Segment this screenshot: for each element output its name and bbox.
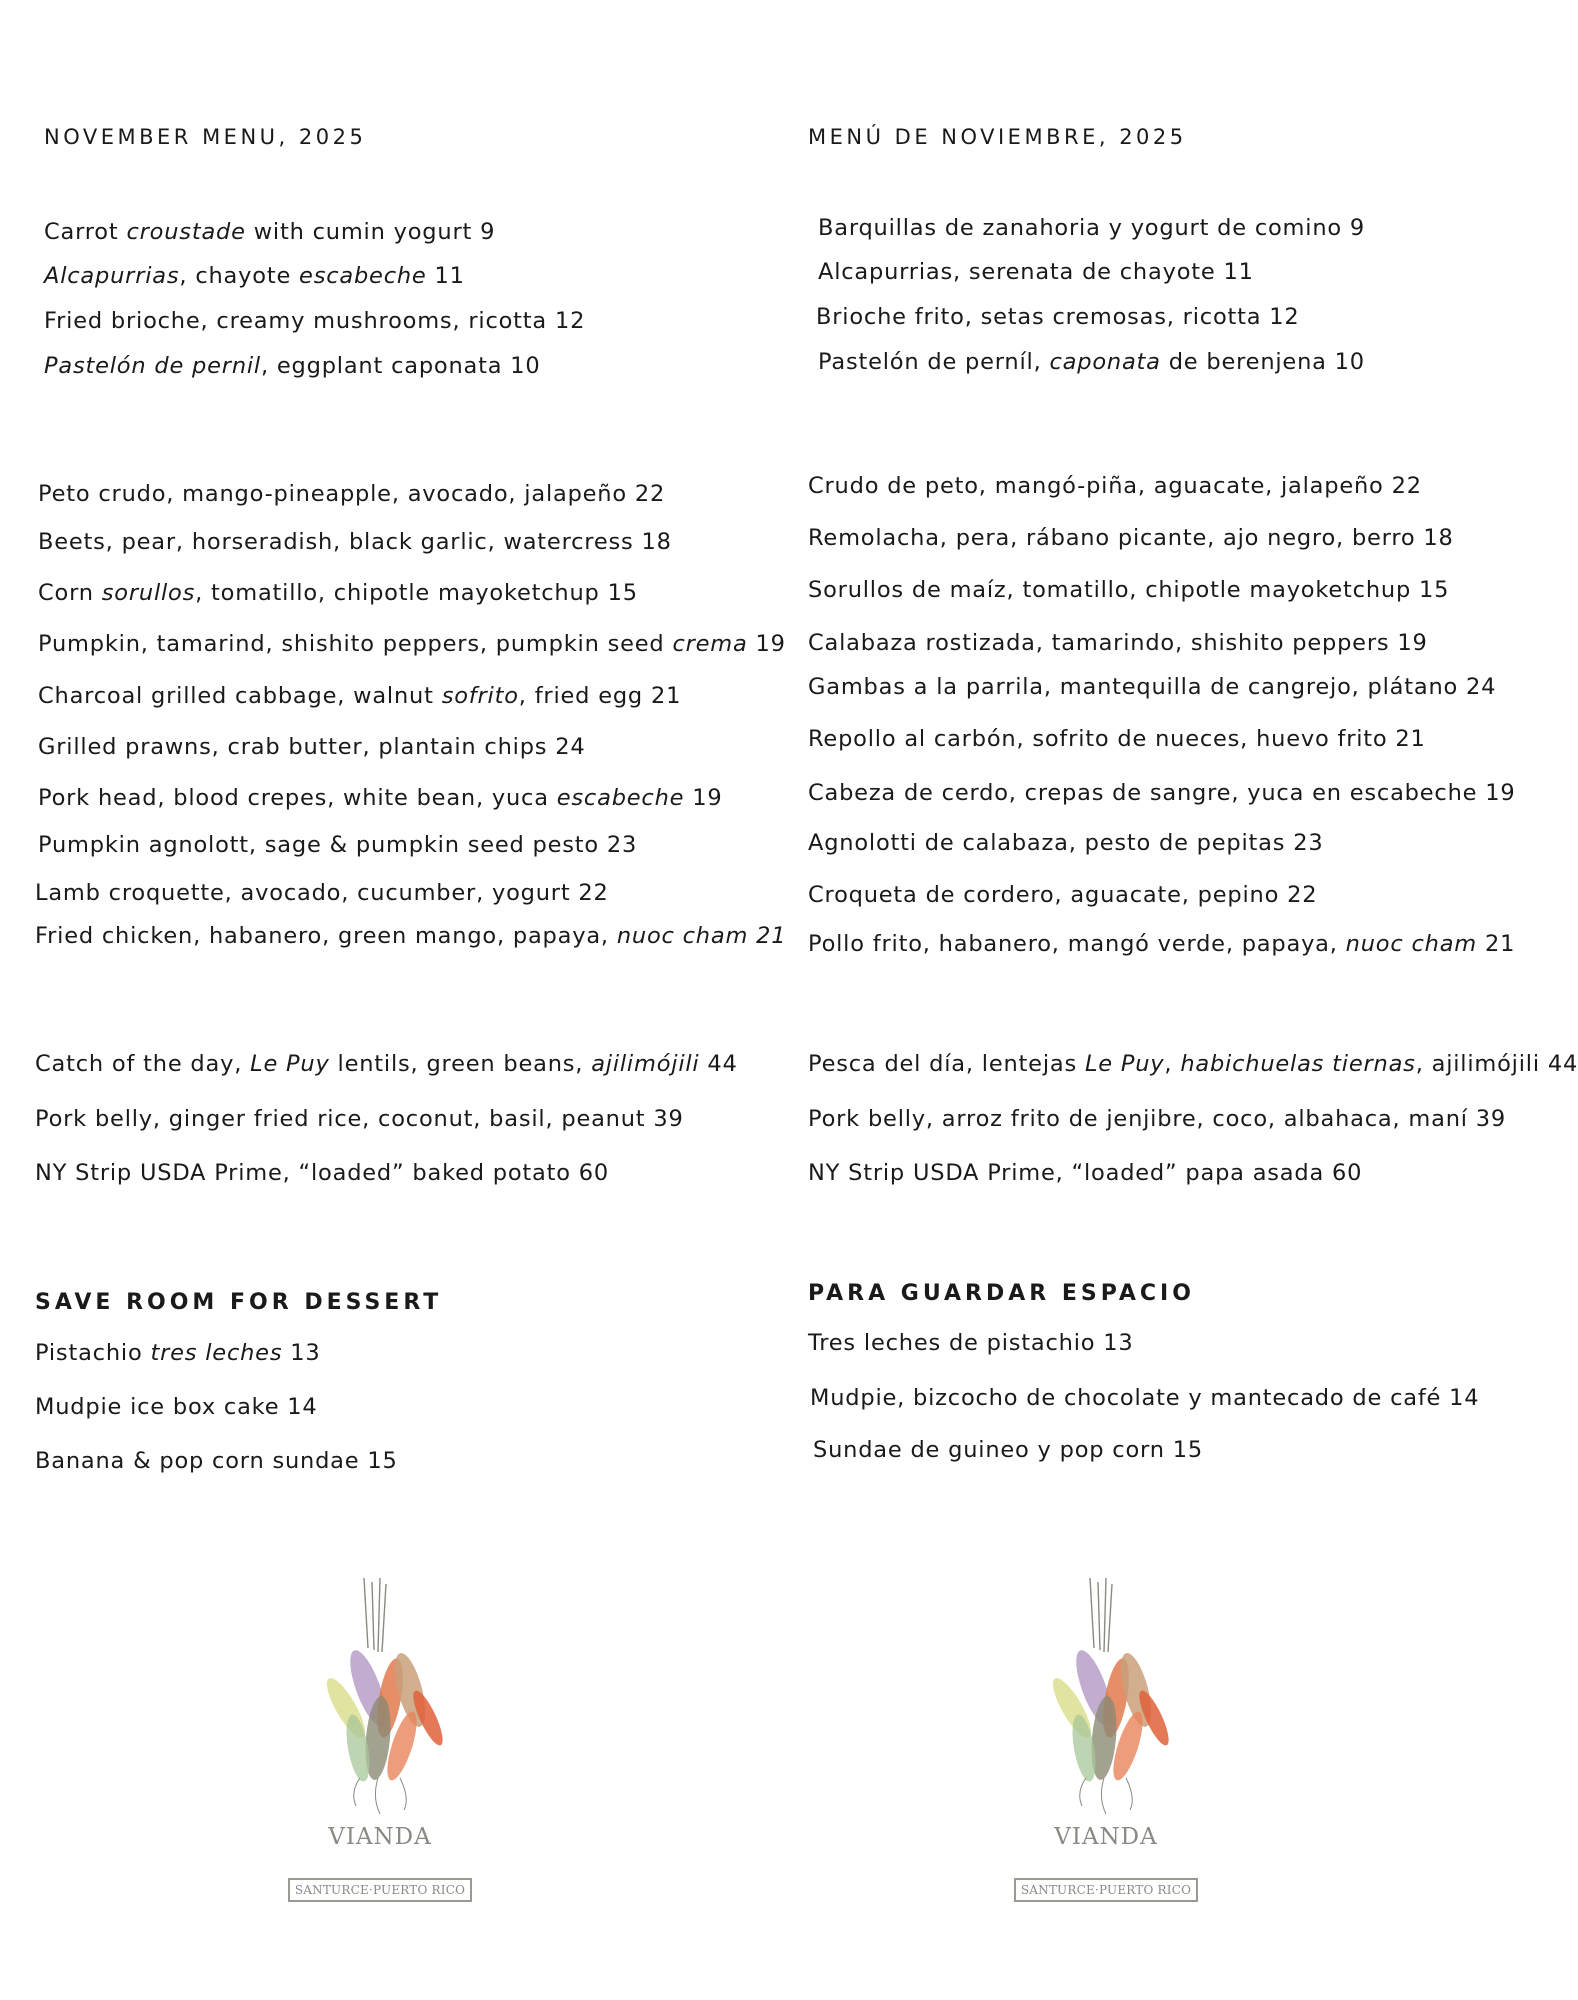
menu-item: Alcapurrias, serenata de chayote 11 [818, 259, 1254, 285]
menu-item: NY Strip USDA Prime, “loaded” papa asada 60 [808, 1160, 1363, 1186]
menu-item: Agnolotti de calabaza, pesto de pepitas 23 [808, 830, 1324, 856]
location-badge: SANTURCE·PUERTO RICO [288, 1878, 472, 1902]
menu-item: Calabaza rostizada, tamarindo, shishito peppers 19 [808, 630, 1428, 656]
menu-item: Mudpie, bizcocho de chocolate y mantecado de café 14 [810, 1385, 1480, 1411]
menu-item: Pork belly, arroz frito de jenjibre, coco, albahaca, maní 39 [808, 1106, 1507, 1132]
menu-item: Croqueta de cordero, aguacate, pepino 22 [808, 882, 1318, 908]
menu-item: Pastelón de perníl, caponata de berenjena 10 [818, 349, 1365, 375]
menu-item: Beets, pear, horseradish, black garlic, watercress 18 [38, 529, 672, 555]
menu-item: Fried chicken, habanero, green mango, papaya, nuoc cham 21 [35, 923, 787, 949]
menu-item: Corn sorullos, tomatillo, chipotle mayoketchup 15 [38, 580, 638, 606]
vianda-logo [986, 1578, 1226, 1902]
menu-item: Grilled prawns, crab butter, plantain chips 24 [38, 734, 586, 760]
vianda-logo [260, 1578, 500, 1902]
menu-item: Pork belly, ginger fried rice, coconut, basil, peanut 39 [35, 1106, 684, 1132]
menu-item: Alcapurrias, chayote escabeche 11 [44, 263, 465, 289]
menu-item: Pistachio tres leches 13 [35, 1340, 321, 1366]
menu-item: Sorullos de maíz, tomatillo, chipotle mayoketchup 15 [808, 577, 1450, 603]
menu-item: Pastelón de pernil, eggplant caponata 10 [44, 353, 541, 379]
menu-item: Charcoal grilled cabbage, walnut sofrito, fried egg 21 [38, 683, 682, 709]
menu-item: Pesca del día, lentejas Le Puy, habichuelas tiernas, ajilimójili 44 [808, 1051, 1578, 1077]
menu-item: Pork head, blood crepes, white bean, yuca escabeche 19 [38, 785, 723, 811]
brand-name: VIANDA [1054, 1824, 1158, 1850]
spanish-menu-heading: MENÚ DE NOVIEMBRE, 2025 [808, 125, 1187, 149]
brand-name: VIANDA [328, 1824, 432, 1850]
menu-item: Tres leches de pistachio 13 [808, 1330, 1134, 1356]
english-menu-heading: NOVEMBER MENU, 2025 [44, 125, 367, 149]
menu-item: Gambas a la parrila, mantequilla de cangrejo, plátano 24 [808, 674, 1497, 700]
menu-item: NY Strip USDA Prime, “loaded” baked potato 60 [35, 1160, 610, 1186]
menu-item: Pumpkin, tamarind, shishito peppers, pumpkin seed crema 19 [38, 631, 786, 657]
menu-item: Catch of the day, Le Puy lentils, green beans, ajilimójili 44 [35, 1051, 738, 1077]
root-vegetable-icon [986, 1578, 1226, 1818]
spanish-dessert-heading: PARA GUARDAR ESPACIO [808, 1281, 1195, 1306]
menu-item: Barquillas de zanahoria y yogurt de comino 9 [818, 215, 1366, 241]
menu-item: Pollo frito, habanero, mangó verde, papaya, nuoc cham 21 [808, 931, 1516, 957]
menu-item: Banana & pop corn sundae 15 [35, 1448, 398, 1474]
menu-item: Sundae de guineo y pop corn 15 [813, 1437, 1203, 1463]
menu-item: Cabeza de cerdo, crepas de sangre, yuca en escabeche 19 [808, 780, 1516, 806]
root-vegetable-icon [260, 1578, 500, 1818]
english-dessert-heading: SAVE ROOM FOR DESSERT [35, 1290, 443, 1315]
location-badge: SANTURCE·PUERTO RICO [1014, 1878, 1198, 1902]
menu-item: Remolacha, pera, rábano picante, ajo negro, berro 18 [808, 525, 1454, 551]
menu-item: Mudpie ice box cake 14 [35, 1394, 318, 1420]
menu-item: Repollo al carbón, sofrito de nueces, huevo frito 21 [808, 726, 1426, 752]
menu-item: Carrot croustade with cumin yogurt 9 [44, 219, 496, 245]
menu-item: Peto crudo, mango-pineapple, avocado, jalapeño 22 [38, 481, 666, 507]
menu-item: Fried brioche, creamy mushrooms, ricotta 12 [44, 308, 586, 334]
menu-item: Pumpkin agnolott, sage & pumpkin seed pesto 23 [38, 832, 638, 858]
menu-item: Brioche frito, setas cremosas, ricotta 12 [816, 304, 1300, 330]
menu-item: Lamb croquette, avocado, cucumber, yogurt 22 [35, 880, 609, 906]
menu-item: Crudo de peto, mangó-piña, aguacate, jalapeño 22 [808, 473, 1422, 499]
